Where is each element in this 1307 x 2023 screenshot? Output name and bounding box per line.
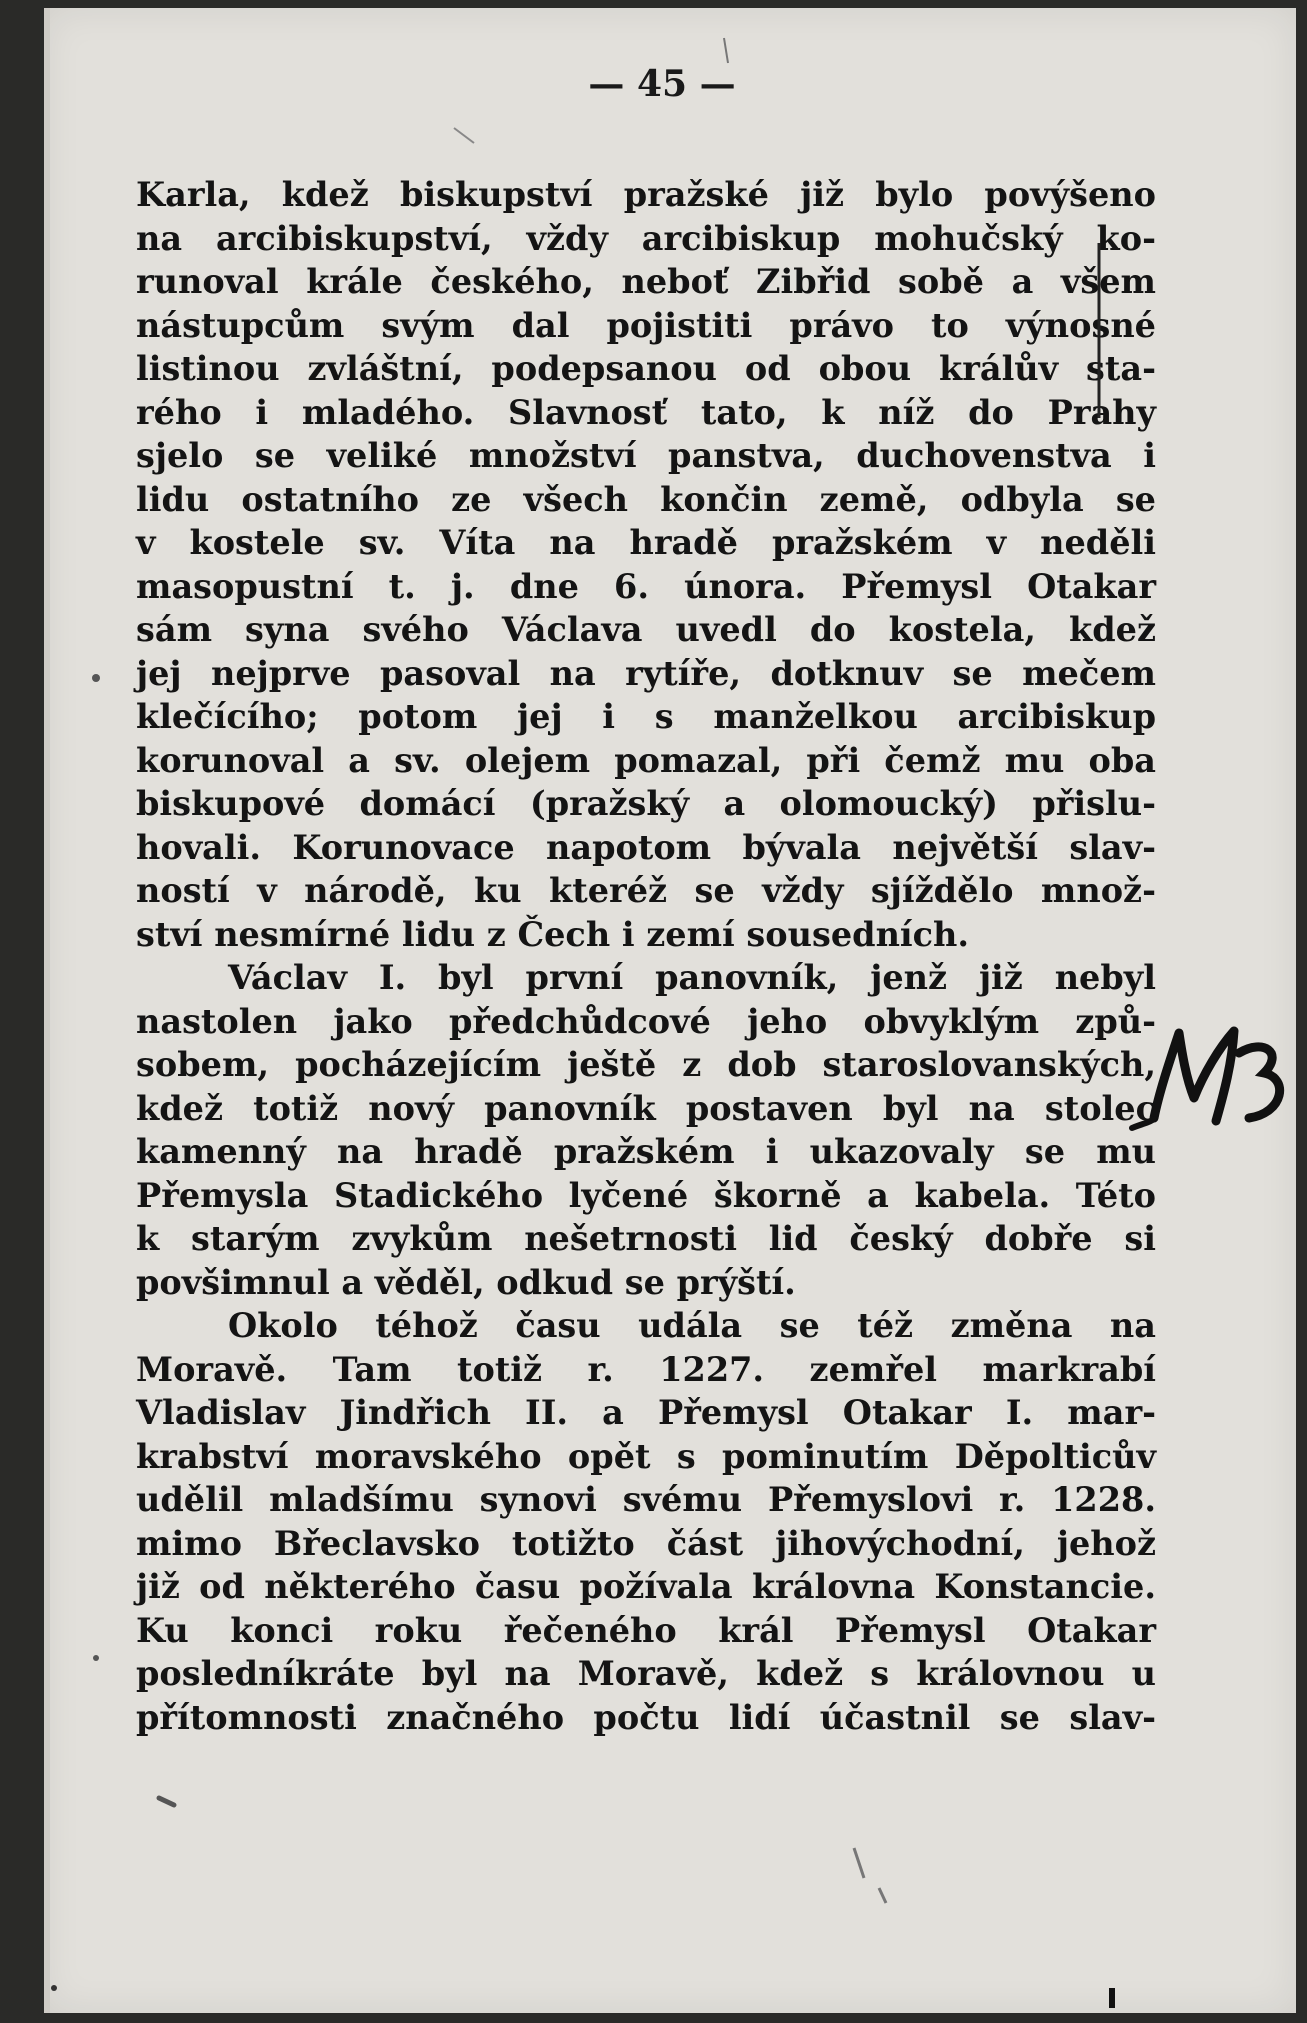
book-page	[44, 8, 1296, 2013]
text-line: Vladislav Jindřich II. a Přemysl Otakar I. mar-	[136, 1393, 1156, 1432]
text-line: hovali. Korunovace napotom bývala největší slav-	[136, 827, 1156, 867]
text-line: lidu ostatního ze všech končin země, odbyla se	[136, 479, 1156, 519]
text-line: ství nesmírné lidu z Čech i zemí sousedních.	[136, 914, 970, 954]
text-line: posledníkráte byl na Moravě, kdež s královnou u	[136, 1654, 1156, 1693]
text-line: masopustní t. j. dne 6. února. Přemysl Otakar	[136, 566, 1156, 606]
text-line: Přemysla Stadického lyčené škorně a kabela. Této	[136, 1175, 1156, 1215]
text-line: sobem, pocházejícím ještě z dob staroslovanských,	[136, 1045, 1156, 1084]
text-line: mimo Břeclavsko totižto část jihovýchodní, jehož	[136, 1523, 1156, 1563]
text-line: povšimnul a věděl, odkud se prýští.	[136, 1262, 796, 1302]
text-line: klečícího; potom jej i s manželkou arcibiskup	[136, 697, 1156, 736]
text-line: biskupové domácí (pražský a olomoucký) přislu-	[136, 784, 1156, 823]
text-line: k starým zvykům nešetrnosti lid český dobře si	[136, 1219, 1156, 1258]
text-line: nastolen jako předchůdcové jeho obvyklým způ-	[136, 1001, 1156, 1041]
text-line: nástupcům svým dal pojistiti právo to výnosné	[136, 305, 1156, 345]
page-fold	[44, 8, 50, 2013]
text-line: listinou zvláštní, podepsanou od obou králův sta-	[136, 349, 1156, 388]
text-line: Ku konci roku řečeného král Přemysl Otakar	[136, 1610, 1156, 1650]
text-line: sám syna svého Václava uvedl do kostela, kdež	[136, 610, 1156, 649]
handwritten-mark	[1124, 1023, 1294, 1133]
text-line: Okolo téhož času udála se též změna na	[228, 1306, 1156, 1345]
text-line: v kostele sv. Víta na hradě pražském v neděli	[136, 523, 1156, 562]
text-line: Karla, kdež biskupství pražské již bylo povýšeno	[136, 175, 1156, 214]
text-line: krabství moravského opět s pominutím Děpolticův	[136, 1436, 1156, 1476]
text-line: již od některého času požívala královna Konstancie.	[136, 1567, 1156, 1606]
text-line: Moravě. Tam totiž r. 1227. zemřel markrabí	[136, 1349, 1156, 1389]
body-text	[136, 173, 1156, 1739]
text-line: udělil mladšímu synovi svému Přemyslovi r. 1228.	[136, 1480, 1156, 1519]
text-line: jej nejprve pasoval na rytíře, dotknuv se mečem	[136, 653, 1156, 693]
text-line: sjelo se veliké množství panstva, duchovenstva i	[136, 436, 1156, 475]
text-line: korunoval a sv. olejem pomazal, při čemž mu oba	[136, 740, 1156, 780]
page-number: — 45 —	[588, 63, 736, 105]
text-line: kdež totiž nový panovník postaven byl na stolec	[136, 1088, 1156, 1128]
text-line: Václav I. byl první panovník, jenž již nebyl	[228, 958, 1156, 997]
text-line: kamenný na hradě pražském i ukazovaly se mu	[136, 1132, 1156, 1171]
text-line: rého i mladého. Slavnosť tato, k níž do Prahy	[136, 392, 1156, 432]
text-line: na arcibiskupství, vždy arcibiskup mohučský ko-	[136, 218, 1156, 258]
text-line: runoval krále českého, neboť Zibřid sobě a všem	[136, 262, 1156, 301]
text-line: ností v národě, ku kteréž se vždy sjíždělo množ-	[136, 871, 1156, 910]
text-line: přítomnosti značného počtu lidí účastnil se slav-	[136, 1697, 1156, 1737]
